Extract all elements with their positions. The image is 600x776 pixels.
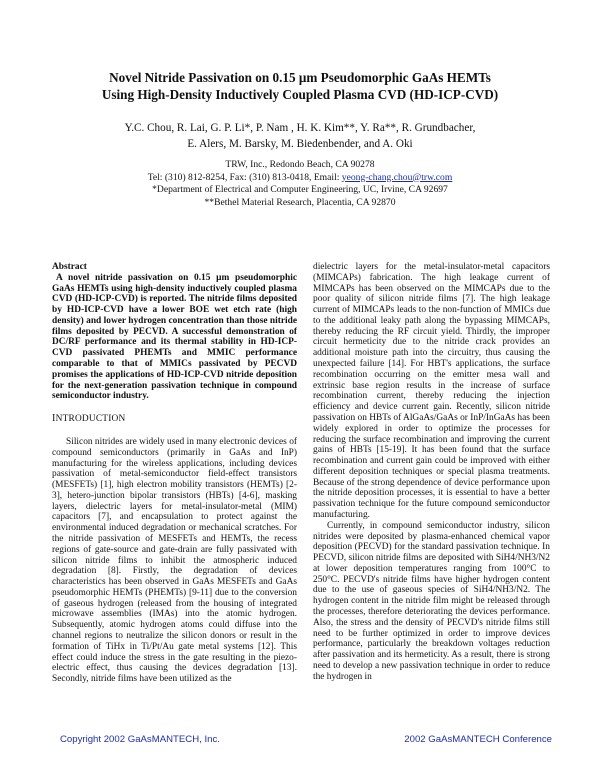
author-list bbox=[0, 120, 600, 152]
footer-conference: 2002 GaAsMANTECH Conference bbox=[404, 734, 552, 745]
body-paragraph-pecvd: Currently, in compound semiconductor industry, silicon nitrides were deposited by plasma-enhanced chemical vapor deposition (PECVD) for the standard passivation technique. In PECVD, silicon nitride films are deposited with SiH4/NH3/N2 at lower deposition temperatures ranging from 100°C to 250°C. PECVD's nitride films have higher hydrogen content due to the use of gaseous species of SiH4/NH3/N2. The hydrogen content in the nitride film might be released through the processes, therefore deteriorating the devices performance. Also, the stress and the density of PECVD's nitride films still need to be further optimized in order to improve devices performance, particularly the breakdown voltages reduction after passivation and its hermeticity. As a result, there is strong need to develop a new passivation technique in order to reduce the hydrogen in bbox=[313, 520, 550, 682]
body-paragraph-continued: dielectric layers for the metal-insulator-metal capacitors (MIMCAPs) fabrication. The high leakage current of MIMCAPs has been observed on the MIMCAPs due to the poor quality of silicon nitride films [7]. The high leakage current of MIMCAPs leads to the non-function of MMICs due to the additional leaky path along the bypassing MIMCAPs, thereby reducing the RF circuit yield. Thirdly, the improper circuit hermeticity due to the nitride crack provides an additional moisture path into the circuitry, thus causing the unexpected failure [14]. For HBT's applications, the surface recombination occurring on the emitter mesa wall and extrinsic base region results in the increase of surface recombination current, thereby reducing the injection efficiency and device current gain. Recently, silicon nitride passivation on HBTs of AlGaAs/GaAs or InP/InGaAs has been widely explored in order to optimize the processes for reducing the surface recombination and improving the current gains of HBTs [15-19]. It has been found that the surface recombination and current gain could be improved with either different deposition techniques or special plasma treatments. Because of the strong dependence of device performance upon the nitride deposition processes, it is essential to have a better passivation technique for the future compound semiconductor manufacturing. bbox=[313, 262, 550, 520]
abstract-body: A novel nitride passivation on 0.15 μm pseudomorphic GaAs HEMTs using high-density inductively coupled plasma CVD (HD-ICP-CVD) is reported. The nitride films deposited by HD-ICP-CVD have a lower BOE wet etch rate (high density) and lower hydrogen concentration than those nitride films deposited by PECVD. A successful demonstration of DC/RF performance and its thermal stability in HD-ICP-CVD passivated PHEMTs and MMIC performance comparable to that of MMICs passivated by PECVD promises the applications of HD-ICP-CVD nitride deposition for the next-generation passivation technique in compound semiconductor industry. bbox=[52, 272, 297, 402]
authors-line-2: E. Alers, M. Barsky, M. Biedenbender, and A. Oki bbox=[187, 138, 413, 150]
abstract-heading: Abstract bbox=[52, 262, 87, 272]
footer-copyright: Copyright 2002 GaAsMANTECH, Inc. bbox=[60, 734, 220, 745]
contact-prefix: Tel: (310) 812-8254, Fax: (310) 813-0418, Email: bbox=[147, 171, 342, 183]
email-link[interactable]: yeong-chang.chou@trw.com bbox=[341, 171, 453, 183]
intro-paragraph-1: Silicon nitrides are widely used in many electronic devices of compound semiconductors (primarily in GaAs and InP) manufacturing for the wireless applications, including devices passivation of metal-semiconductor field-effect transistors (MESFETs) [1], high electron mobility transistors (HEMTs) [2-3], hetero-junction bipolar transistors (HBTs) [4-6], masking layers, dielectric layers for metal-insulator-metal (MIM) capacitors [7], and encapsulation to protect against the environmental induced degradation or mechanical scratches. For the nitride passivation of MESFETs and HEMTs, the recess regions of gate-source and gate-drain are fully passivated with silicon nitride films to inhibit the atmospheric induced degradation [8]. Firstly, the degradation of devices characteristics has been observed in GaAs MESFETs and GaAs pseudomorphic HEMTs (PHEMTs) [9-11] due to the conversion of gaseous hydrogen (released from the housing of integrated microwave assemblies (IMAs) into the atomic hydrogen. Subsequently, atomic hydrogen atoms could diffuse into the channel regions to neutralize the silicon donors or result in the formation of TiHx in Ti/Pt/Au gate metal systems [12]. This effect could induce the stress in the gate resulting in the piezo-electric effect, thus causing the devices degradation [13]. Secondly, nitride films have been utilized as the bbox=[52, 436, 297, 685]
affiliation-bethel: **Bethel Material Research, Placentia, CA 92870 bbox=[204, 196, 396, 208]
section-heading-introduction: INTRODUCTION bbox=[52, 413, 126, 425]
right-column bbox=[313, 262, 550, 682]
paper-title bbox=[0, 69, 600, 103]
affiliation-dept: *Department of Electrical and Computer Engineering, UC, Irvine, CA 92697 bbox=[152, 184, 448, 195]
authors-line-1: Y.C. Chou, R. Lai, G. P. Li*, P. Nam , H. K. Kim**, Y. Ra**, R. Grundbacher, bbox=[124, 122, 476, 134]
affiliations bbox=[0, 159, 600, 209]
left-column bbox=[52, 262, 297, 685]
title-line-1: Novel Nitride Passivation on 0.15 μm Pseudomorphic GaAs HEMTs bbox=[109, 70, 491, 85]
contact-line bbox=[0, 172, 600, 185]
title-line-2: Using High-Density Inductively Coupled Plasma CVD (HD-ICP-CVD) bbox=[101, 87, 499, 102]
affiliation-org: TRW, Inc., Redondo Beach, CA 90278 bbox=[225, 159, 375, 170]
